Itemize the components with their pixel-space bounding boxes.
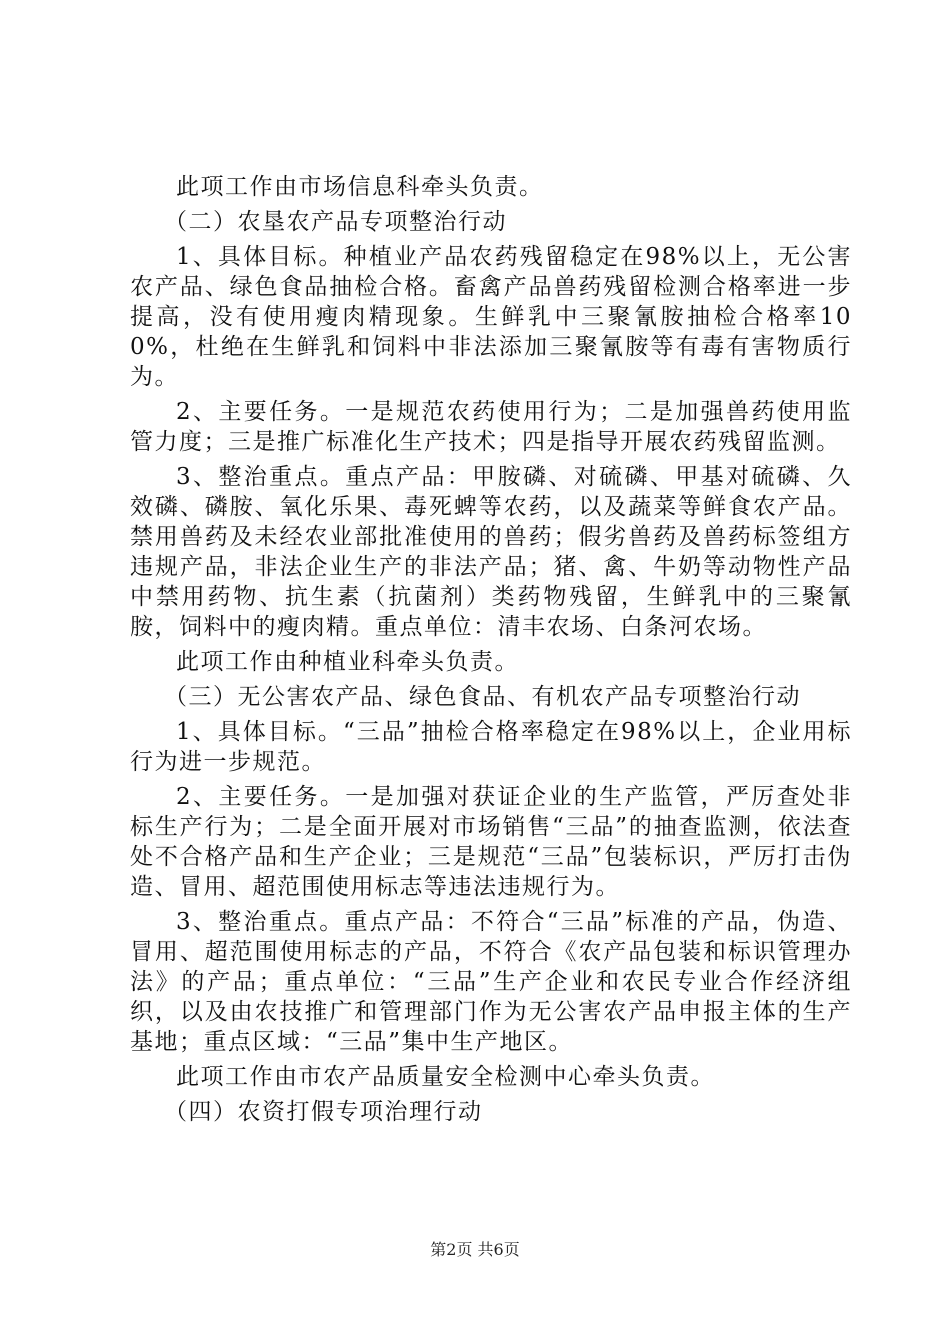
paragraph-tasks-nongken: 2、主要任务。一是规范农药使用行为；二是加强兽药使用监管力度；三是推广标准化生产技术；四是指导开展农药残留监测。 — [130, 399, 852, 455]
paragraph-focus-nongken: 3、整治重点。重点产品：甲胺磷、对硫磷、甲基对硫磷、久效磷、磷胺、氧化乐果、毒死蜱等农药，以及蔬菜等鲜食农产品。禁用兽药及未经农业部批准使用的兽药；假劣兽药及兽药标签组方违规产品，非法企业生产的非法产品；猪、禽、牛奶等动物性产品中禁用药物、抗生素（抗菌剂）类药物残留，生鲜乳中的三聚氰胺，饲料中的瘦肉精。重点单位：清丰农场、白条河农场。 — [130, 464, 852, 640]
paragraph-focus-sanpin: 3、整治重点。重点产品：不符合“三品”标准的产品，伪造、冒用、超范围使用标志的产品，不符合《农产品包装和标识管理办法》的产品；重点单位：“三品”生产企业和农民专业合作经济组织，以及由农技推广和管理部门作为无公害农产品申报主体的生产基地；重点区域：“三品”集中生产地区。 — [130, 909, 852, 1055]
paragraph-responsibility-quality-center: 此项工作由市农产品质量安全检测中心牵头负责。 — [176, 1064, 715, 1090]
page-number-footer: 第2页 共6页 — [430, 1240, 520, 1259]
section-heading-sanpin: （三）无公害农产品、绿色食品、有机农产品专项整治行动 — [164, 684, 801, 710]
section-heading-nongken: （二）农垦农产品专项整治行动 — [164, 209, 507, 235]
paragraph-responsibility-market-info: 此项工作由市场信息科牵头负责。 — [176, 174, 544, 200]
paragraph-target-nongken: 1、具体目标。种植业产品农药残留稳定在98%以上，无公害农产品、绿色食品抽检合格。畜禽产品兽药残留检测合格率进一步提高，没有使用瘦肉精现象。生鲜乳中三聚氰胺抽检合格率100%，杜绝在生鲜乳和饲料中非法添加三聚氰胺等有毒有害物质行为。 — [130, 244, 852, 390]
paragraph-target-sanpin: 1、具体目标。“三品”抽检合格率稳定在98%以上，企业用标行为进一步规范。 — [130, 719, 852, 775]
section-heading-nongzi: （四）农资打假专项治理行动 — [164, 1099, 483, 1125]
paragraph-tasks-sanpin: 2、主要任务。一是加强对获证企业的生产监管，严厉查处非标生产行为；二是全面开展对市场销售“三品”的抽查监测，依法查处不合格产品和生产企业；三是规范“三品”包装标识，严厉打击伪造、冒用、超范围使用标志等违法违规行为。 — [130, 784, 852, 900]
paragraph-responsibility-planting: 此项工作由种植业科牵头负责。 — [176, 649, 519, 675]
document-body — [130, 172, 852, 1127]
